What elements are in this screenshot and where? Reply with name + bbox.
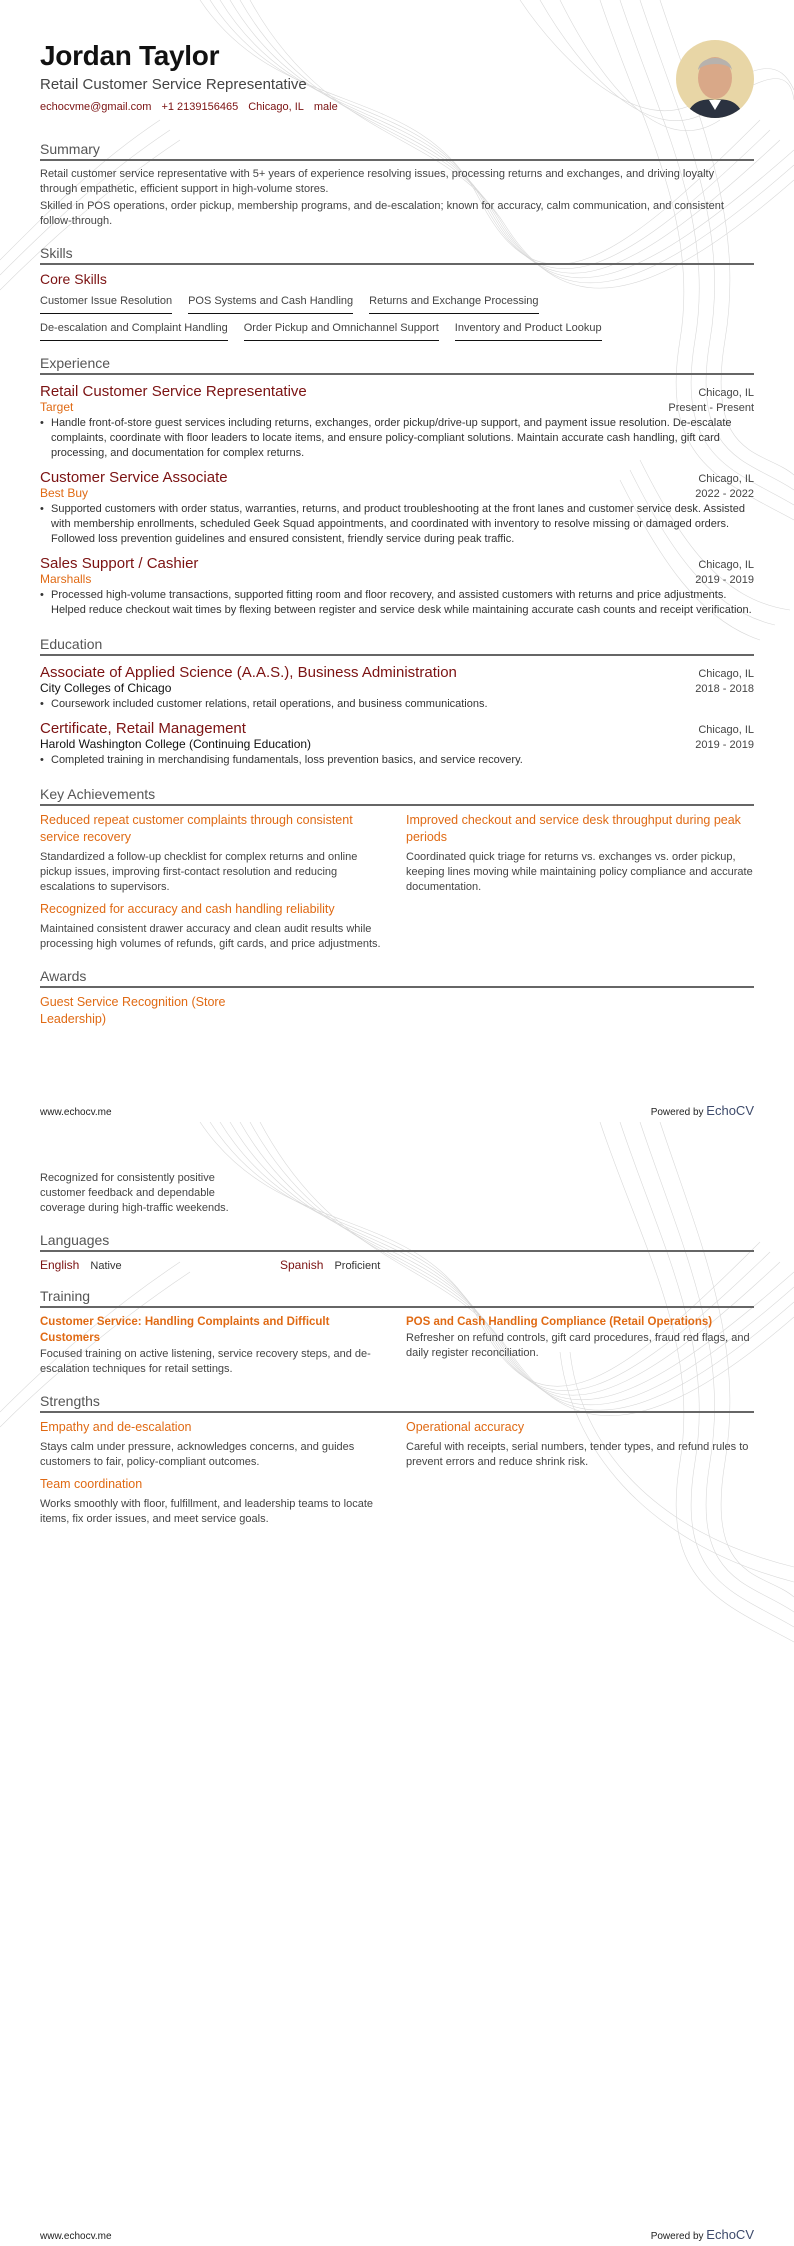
training-item: [40, 1308, 388, 1377]
education-location: Chicago, IL: [698, 668, 754, 680]
degree-title: Certificate, Retail Management: [40, 720, 246, 737]
section-title-training: Training: [40, 1288, 754, 1308]
training-grid: [40, 1308, 754, 1377]
achievement-description: Coordinated quick triage for returns vs. exchanges vs. order pickup, keeping lines moving while maintaining policy compliance and accurate documentation.: [406, 851, 753, 893]
language-name: English: [40, 1258, 80, 1272]
summary-paragraph: Skilled in POS operations, order pickup, membership programs, and de-escalation; known for accuracy, calm communication, and consistent follow-through.: [40, 200, 724, 227]
section-title-skills: Skills: [40, 245, 754, 265]
powered-by-label: Powered by: [650, 1107, 704, 1118]
brand-logo-text[interactable]: EchoCV: [706, 2227, 754, 2242]
strength-item: [406, 1413, 754, 1470]
section-title-achievements: Key Achievements: [40, 786, 754, 806]
achievement-title: Recognized for accuracy and cash handling reliability: [40, 902, 335, 916]
page-footer: [40, 2227, 754, 2242]
achievement-title: Reduced repeat customer complaints through consistent service recovery: [40, 813, 353, 844]
strengths-grid: [40, 1413, 754, 1527]
achievement-title: Improved checkout and service desk throughput during peak periods: [406, 813, 741, 844]
skill-row: [40, 295, 754, 314]
achievement-description: Standardized a follow-up checklist for complex returns and online pickup issues, improving first-contact resolution and reducing escalations to supervisors.: [40, 851, 358, 893]
job-dates: 2019 - 2019: [695, 574, 754, 586]
job-dates: Present - Present: [668, 402, 754, 414]
education-dates: 2019 - 2019: [695, 739, 754, 751]
training-description: Focused training on active listening, service recovery steps, and de-escalation techniques for retail settings.: [40, 1348, 371, 1375]
job-bullet: • Handle front-of-store guest services including returns, exchanges, order pickup/drive-up support, and payment issue resolution. De-escalate complaints, coordinate with floor leaders to locate items, and ensure policy-compliant solutions. Maintain accurate cash handling, gift card processing, and documentation for complex returns.: [40, 416, 754, 461]
candidate-name: Jordan Taylor: [40, 40, 220, 71]
language-name: Spanish: [280, 1258, 324, 1272]
language-level: Native: [90, 1260, 122, 1272]
section-title-languages: Languages: [40, 1232, 754, 1252]
education-entry: [40, 664, 754, 712]
school-name: Harold Washington College (Continuing Education): [40, 737, 312, 751]
company-name: Target: [40, 400, 74, 414]
section-title-education: Education: [40, 636, 754, 656]
training-title: POS and Cash Handling Compliance (Retail Operations): [406, 1316, 713, 1328]
training-description: Refresher on refund controls, gift card procedures, fraud red flags, and daily register reconciliation.: [406, 1332, 750, 1359]
company-name: Best Buy: [40, 486, 89, 500]
footer-powered-by: [651, 1103, 754, 1118]
company-name: Marshalls: [40, 572, 92, 586]
section-title-summary: Summary: [40, 141, 754, 161]
email-link[interactable]: echocvme@gmail.com: [40, 101, 152, 113]
avatar-icon: [676, 40, 754, 118]
powered-by-label: Powered by: [650, 2231, 704, 2242]
section-title-awards: Awards: [40, 968, 754, 988]
resume-page-2: [0, 1122, 794, 2246]
job-title: Retail Customer Service Representative: [40, 383, 307, 400]
job-location: Chicago, IL: [698, 473, 754, 485]
gender-text: male: [313, 101, 338, 113]
section-title-strengths: Strengths: [40, 1393, 754, 1413]
experience-entry: [40, 383, 754, 461]
language-item: [280, 1258, 520, 1272]
achievement-item: [406, 806, 754, 895]
summary-paragraph: Retail customer service representative with 5+ years of experience resolving issues, processing returns and exchanges, and driving loyalty through empathetic, efficient support in high-volume stores.: [40, 168, 715, 195]
experience-entry: [40, 555, 754, 618]
skill-tag: POS Systems and Cash Handling: [188, 295, 353, 314]
job-title: Sales Support / Cashier: [40, 555, 199, 572]
training-title: Customer Service: Handling Complaints and Difficult Customers: [40, 1316, 330, 1344]
section-title-experience: Experience: [40, 355, 754, 375]
training-item: [406, 1308, 754, 1377]
strength-title: Team coordination: [40, 1477, 143, 1491]
education-location: Chicago, IL: [698, 724, 754, 736]
contact-info: [40, 101, 754, 113]
strength-title: Operational accuracy: [406, 1420, 525, 1434]
school-name: City Colleges of Chicago: [40, 681, 172, 695]
language-level: Proficient: [334, 1260, 381, 1272]
profile-photo: [676, 40, 754, 118]
award-description: Recognized for consistently positive customer feedback and dependable coverage during high-traffic weekends.: [40, 1172, 229, 1214]
skill-tag: De-escalation and Complaint Handling: [40, 322, 228, 341]
achievement-item: [40, 895, 388, 952]
achievement-description: Maintained consistent drawer accuracy and clean audit results while processing high volumes of refunds, gift cards, and price adjustments.: [40, 923, 381, 950]
education-dates: 2018 - 2018: [695, 683, 754, 695]
job-bullet: • Processed high-volume transactions, supported fitting room and floor recovery, and assisted customers with returns and price adjustments. Helped reduce checkout wait times by flexing between register and service desk while maintaining accurate cash counts and receipt verification.: [40, 588, 754, 618]
job-title: Customer Service Associate: [40, 469, 228, 486]
skill-tag: Customer Issue Resolution: [40, 295, 172, 314]
resume-page-1: [0, 0, 794, 1122]
skill-group-title: Core Skills: [40, 271, 107, 287]
footer-website-link[interactable]: www.echocv.me: [40, 1107, 112, 1118]
education-bullet: • Completed training in merchandising fundamentals, loss prevention basics, and service recovery.: [40, 753, 754, 768]
job-location: Chicago, IL: [698, 387, 754, 399]
award-title: Guest Service Recognition (Store Leadership): [40, 995, 226, 1026]
experience-entry: [40, 469, 754, 547]
footer-powered-by: [651, 2227, 754, 2242]
strength-description: Careful with receipts, serial numbers, tender types, and refund rules to prevent errors and reduce shrink risk.: [406, 1441, 749, 1468]
education-entry: [40, 720, 754, 768]
candidate-title: Retail Customer Service Representative: [40, 76, 307, 93]
achievement-item: [40, 806, 388, 895]
footer-website-link[interactable]: www.echocv.me: [40, 2231, 112, 2242]
location-text: Chicago, IL: [248, 101, 304, 113]
skill-tag: Inventory and Product Lookup: [455, 322, 602, 341]
strength-title: Empathy and de-escalation: [40, 1420, 192, 1434]
strength-description: Stays calm under pressure, acknowledges concerns, and guides customers to fair, policy-compliant outcomes.: [40, 1441, 355, 1468]
achievements-grid: [40, 806, 754, 952]
degree-title: Associate of Applied Science (A.A.S.), Business Administration: [40, 664, 457, 681]
language-item: [40, 1258, 280, 1272]
phone-link[interactable]: +1 2139156465: [161, 101, 239, 113]
strength-description: Works smoothly with floor, fulfillment, and leadership teams to locate items, fix order issues, and meet service goals.: [40, 1498, 374, 1525]
skill-tag: Returns and Exchange Processing: [369, 295, 538, 314]
job-location: Chicago, IL: [698, 559, 754, 571]
job-dates: 2022 - 2022: [695, 488, 754, 500]
strength-item: [40, 1470, 388, 1527]
education-bullet: • Coursework included customer relations, retail operations, and business communications.: [40, 697, 754, 712]
brand-logo-text[interactable]: EchoCV: [706, 1103, 754, 1118]
page-footer: [40, 1103, 754, 1118]
skill-row: [40, 322, 754, 341]
skill-tag: Order Pickup and Omnichannel Support: [244, 322, 439, 341]
strength-item: [40, 1413, 388, 1470]
job-bullet: • Supported customers with order status, warranties, returns, and product troubleshooting at the front lanes and customer service desk. Assisted with membership enrollments, scheduled Geek Squad appointments, and coordinated with inventory to resolve missing or damaged orders. Followed loss prevention guidelines and ensured consistent, friendly service during peak traffic.: [40, 502, 754, 547]
languages-list: [40, 1258, 754, 1272]
